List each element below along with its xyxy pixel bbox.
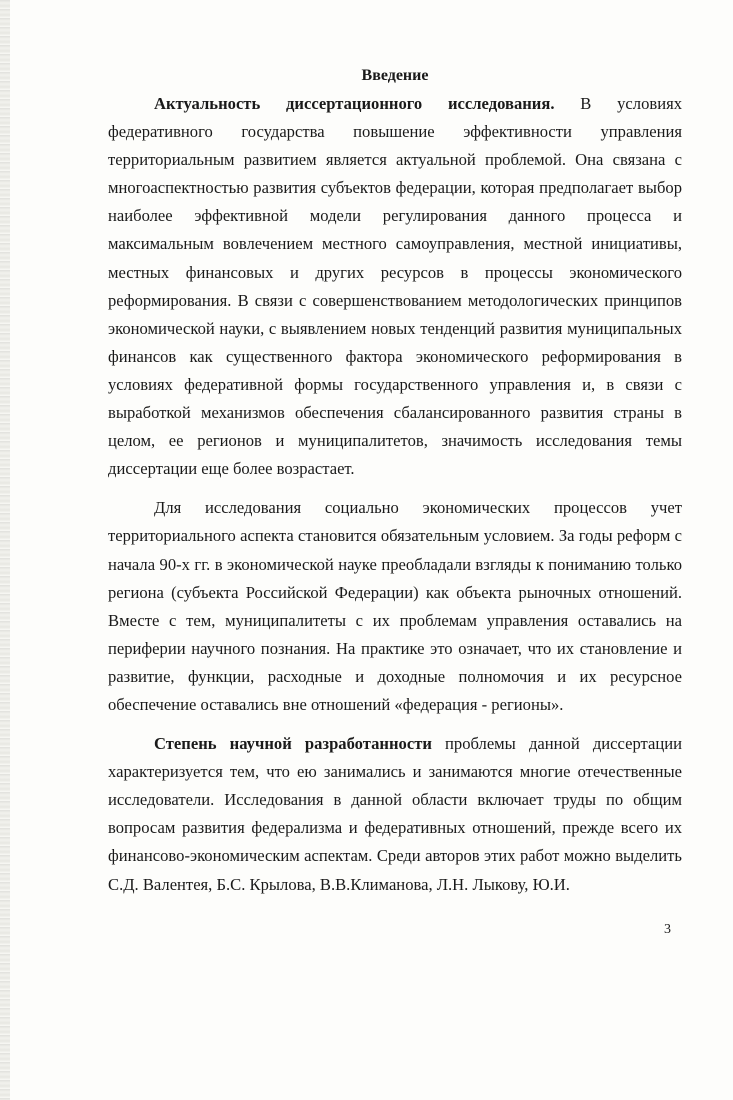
paragraph-territorial-aspect: Для исследования социально экономических процессов учет территориального аспекта становится обязательным условием. За годы реформ с начала 90-х гг. в экономической науке преобладали взгляды к пониманию только региона (субъекта Российской Федерации) как объекта рыночных отношений. Вместе с тем, муниципалитеты с их проблемам управления оставались на периферии научного познания. На практике это означает, что их становление и развитие, функции, расходные и доходные полномочия и их ресурсное обеспечение оставались вне отношений «федерация - регионы». — [108, 498, 682, 714]
paragraph-relevance — [108, 90, 682, 483]
scan-edge-shadow — [0, 0, 10, 1100]
document-body — [108, 64, 682, 899]
page-number: 3 — [664, 922, 671, 937]
paragraph-relevance-text: В условиях федеративного государства повышение эффективности управления территориальным развитием является актуальной проблемой. Она связана с многоаспектностью развития субъектов федерации, которая предполагает выбор наиболее эффективной модели регулирования данного процесса и максимальным вовлечением местного самоуправления, местной инициативы, местных финансовых и других ресурсов в процессы экономического реформирования. В связи с совершенствованием методологических принципов экономической науки, с выявлением новых тенденций развития муниципальных финансов как существенного фактора экономического реформирования в условиях федеративной формы государственного управления и, в связи с выработкой механизмов обеспечения сбалансированного развития страны в целом, ее регионов и муниципалитетов, значимость исследования темы диссертации еще более возрастает. — [108, 94, 683, 479]
paragraph-relevance-lead: Актуальность диссертационного исследования. — [154, 94, 555, 113]
page-title: Введение — [361, 67, 429, 84]
paragraph-research-degree-text: проблемы данной диссертации характеризуется тем, что ею занимались и занимаются многие отечественные исследователи. Исследования в данной области включает труды по общим вопросам развития федерализма и федеративных отношений, прежде всего их финансово-экономическим аспектам. Среди авторов этих работ можно выделить С.Д. Валентея, Б.С. Крылова, В.В.Климанова, Л.Н. Лыкову, Ю.И. — [108, 734, 682, 894]
paragraph-research-degree — [108, 730, 682, 899]
paragraph-research-degree-lead: Степень научной разработанности — [154, 734, 432, 754]
